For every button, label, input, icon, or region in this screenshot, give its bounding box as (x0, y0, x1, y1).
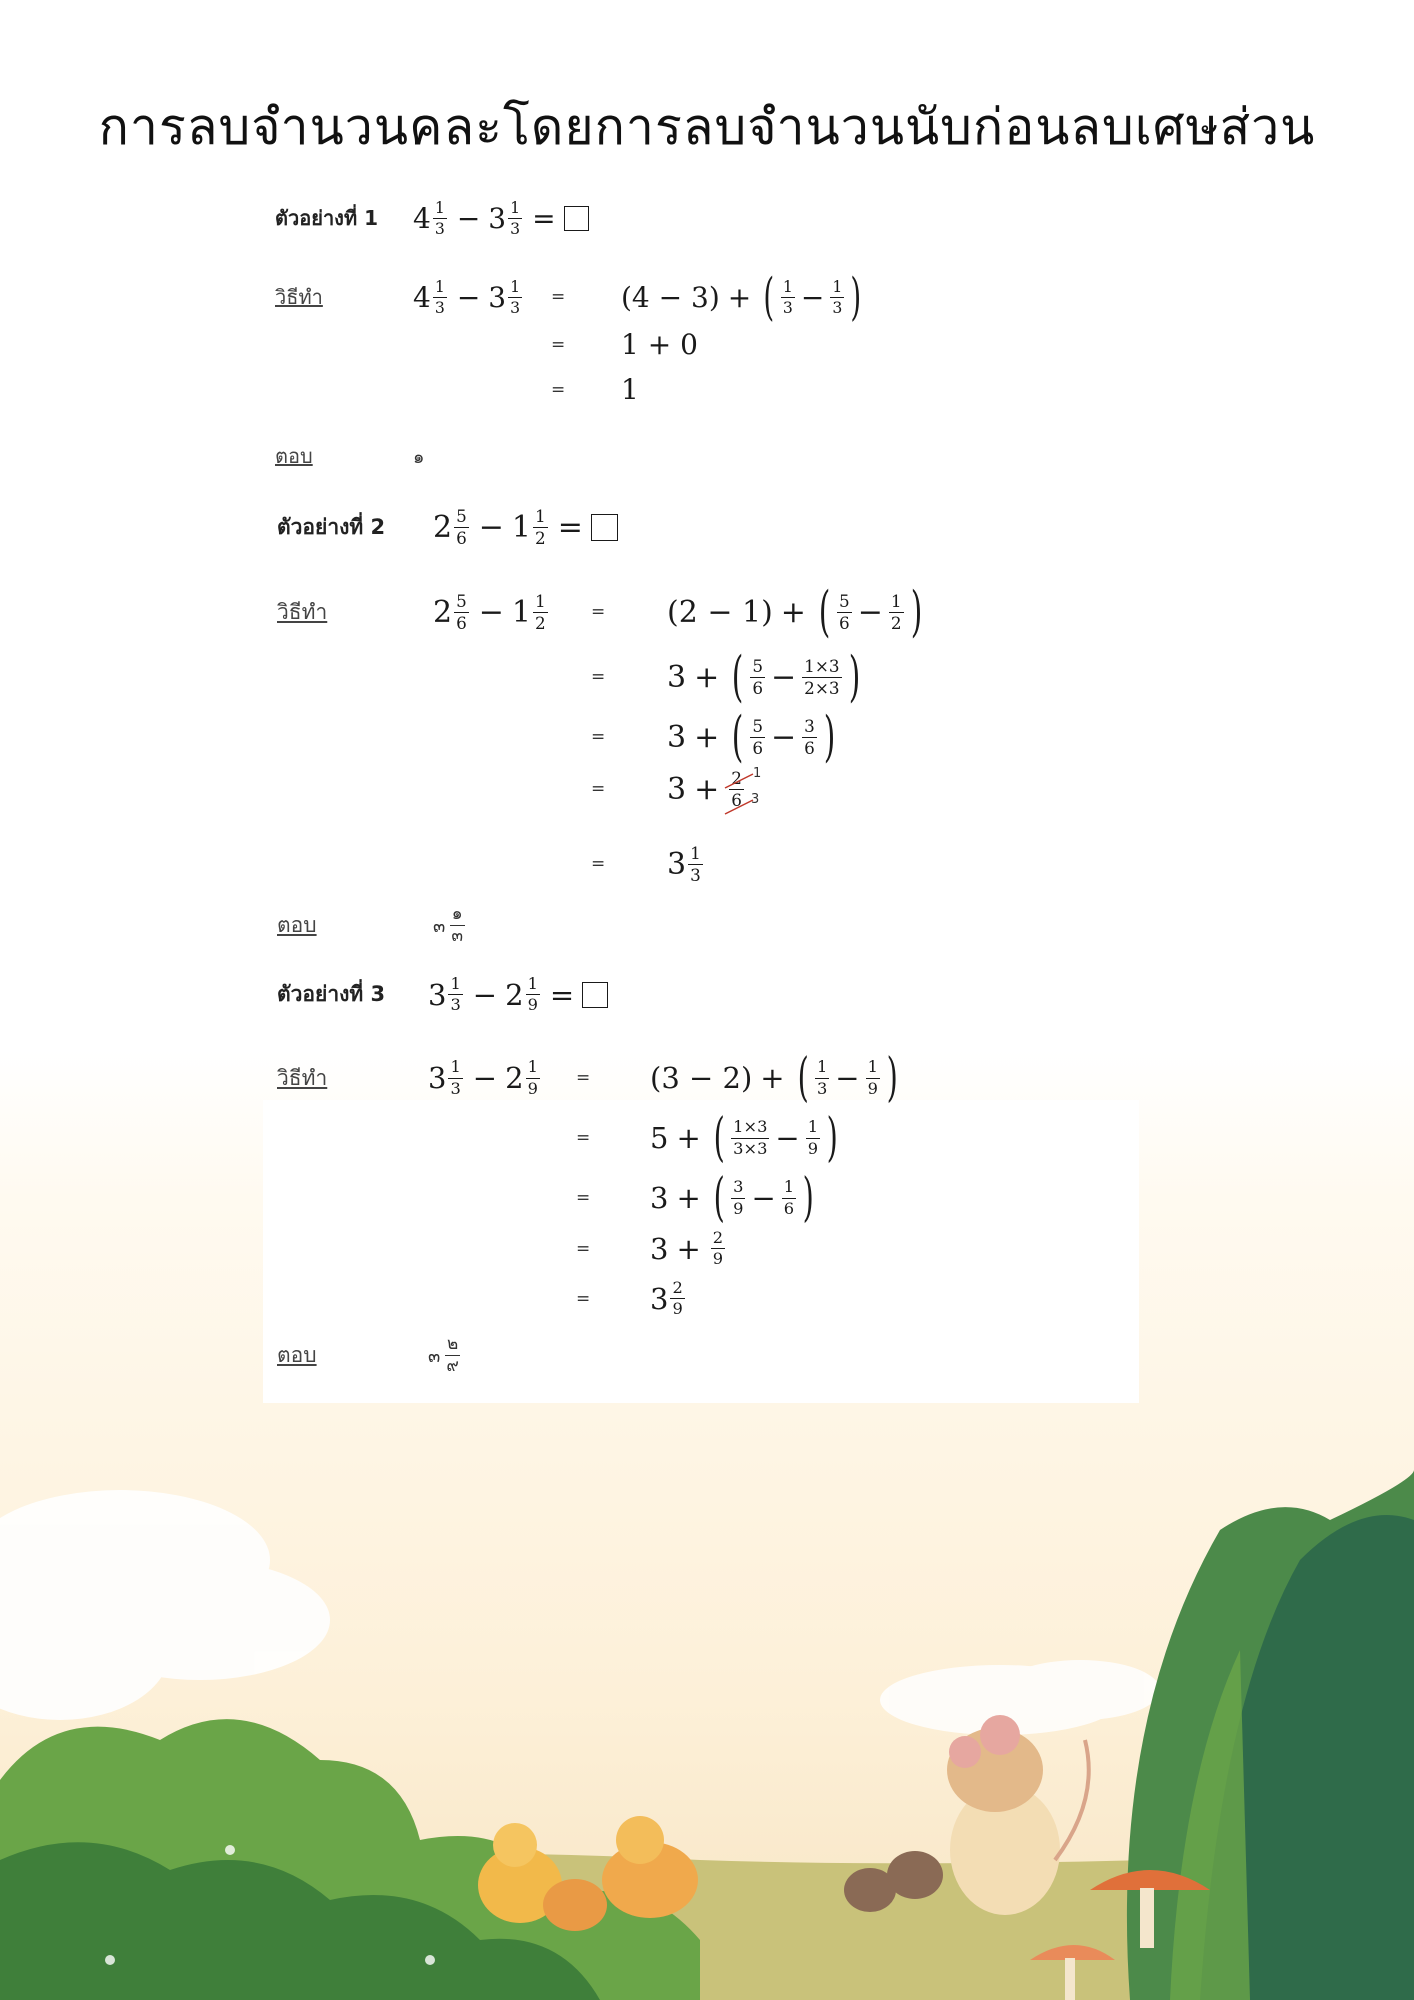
ex3-step2: = 5 + ( 1×3 3×3 − $\frac{1}{9}$ ) (576, 1108, 838, 1168)
ex3-step1: วิธีทำ 3 1 3 − 2 1 9 = (3 − 2) + ( 1 3 − $\frac{1}{9}$ ) (277, 1048, 898, 1108)
ex2-step1: วิธีทำ 2 5 6 − 1 1 2 = (2 − 1) + ( 5 6 − $\frac{1}{2}$ ) (277, 580, 922, 643)
ex2-step3: = 3 + ( 5 6 − $\frac{3}{6}$ ) (591, 705, 836, 768)
ex2-answer (277, 906, 465, 945)
cloud-left (0, 1490, 330, 1720)
ex3-label: ตัวอย่างที่ 3 (277, 982, 386, 1007)
ex2-problem: ตัวอย่างที่ 2 2 5 6 − 1 $\frac{1}{2}$ = (277, 508, 618, 547)
ex1-label: ตัวอย่างที่ 1 (275, 206, 379, 231)
bush-left (0, 1719, 700, 2000)
answer-box (591, 514, 618, 541)
ex1-problem (275, 200, 589, 236)
ex1-answer-label: ตอบ (275, 444, 313, 468)
ex1-answer (275, 440, 424, 472)
ex3-method-label: วิธีทำ (277, 1065, 328, 1090)
answer-box (582, 982, 608, 1008)
page-title: การลบจำนวนคละโดยการลบจำนวนนับก่อนลบเศษส่วน (98, 98, 1316, 156)
ex3-step4: = 3 + $\frac{2}{9}$ (576, 1228, 724, 1269)
reduced-numerator: 1 (753, 766, 762, 781)
ex1-method-label: วิธีทำ (275, 285, 323, 310)
ex1-expression: 4 1 3 − 3 $\frac{1}{3}$ = (413, 200, 589, 236)
ex2-method-label: วิธีทำ (277, 599, 328, 624)
ex2-step5: = 3 1 3 (591, 843, 701, 885)
mouse (947, 1715, 1089, 1915)
ex1-step2: = 1 + 0 (551, 328, 698, 361)
chicks (478, 1816, 698, 1931)
cloud-right (880, 1660, 1160, 1735)
trees-right (1127, 1470, 1414, 2000)
answer-box (564, 206, 589, 231)
ex3-step3: = 3 + ( 3 9 − $\frac{1}{6}$ ) (576, 1168, 814, 1228)
ex2-step2: = 3 + ( 5 6 − $\frac{1\times 3}{2\times 3}$ ) (591, 645, 860, 708)
ex3-answer-label: ตอบ (277, 1343, 317, 1368)
ex1-answer-value: ๑ (413, 446, 425, 468)
ex2-answer-label: ตอบ (277, 913, 317, 938)
ex3-answer (277, 1336, 461, 1375)
cancelled-fraction: $\frac{2}{6}$ (729, 770, 744, 809)
ex2-step4: = 3 + $\frac{2}{6}$ 1 3 (591, 770, 746, 809)
ex1-step1: วิธีทำ 4 1 3 − 3 1 3 = (4 − 3) + ( 1 3 − $\frac{1}{3}$ ) (275, 267, 862, 326)
ex1-step3: = 1 (551, 373, 639, 406)
acorns (844, 1851, 943, 1912)
reduced-denominator: 3 (751, 792, 760, 807)
bush-left-front (0, 1842, 600, 2000)
ex3-problem: ตัวอย่างที่ 3 3 1 3 − 2 $\frac{1}{9}$ = (277, 976, 608, 1013)
ex2-answer-value: ๓ ๑ ๓ (433, 904, 463, 947)
ground (0, 1850, 1414, 2000)
mushrooms (1030, 1870, 1210, 2000)
ex3-answer-value: ๓ ๒ ๙ (428, 1334, 459, 1377)
ex3-step5: = 3 2 9 (576, 1278, 683, 1319)
ex2-label: ตัวอย่างที่ 2 (277, 514, 386, 539)
